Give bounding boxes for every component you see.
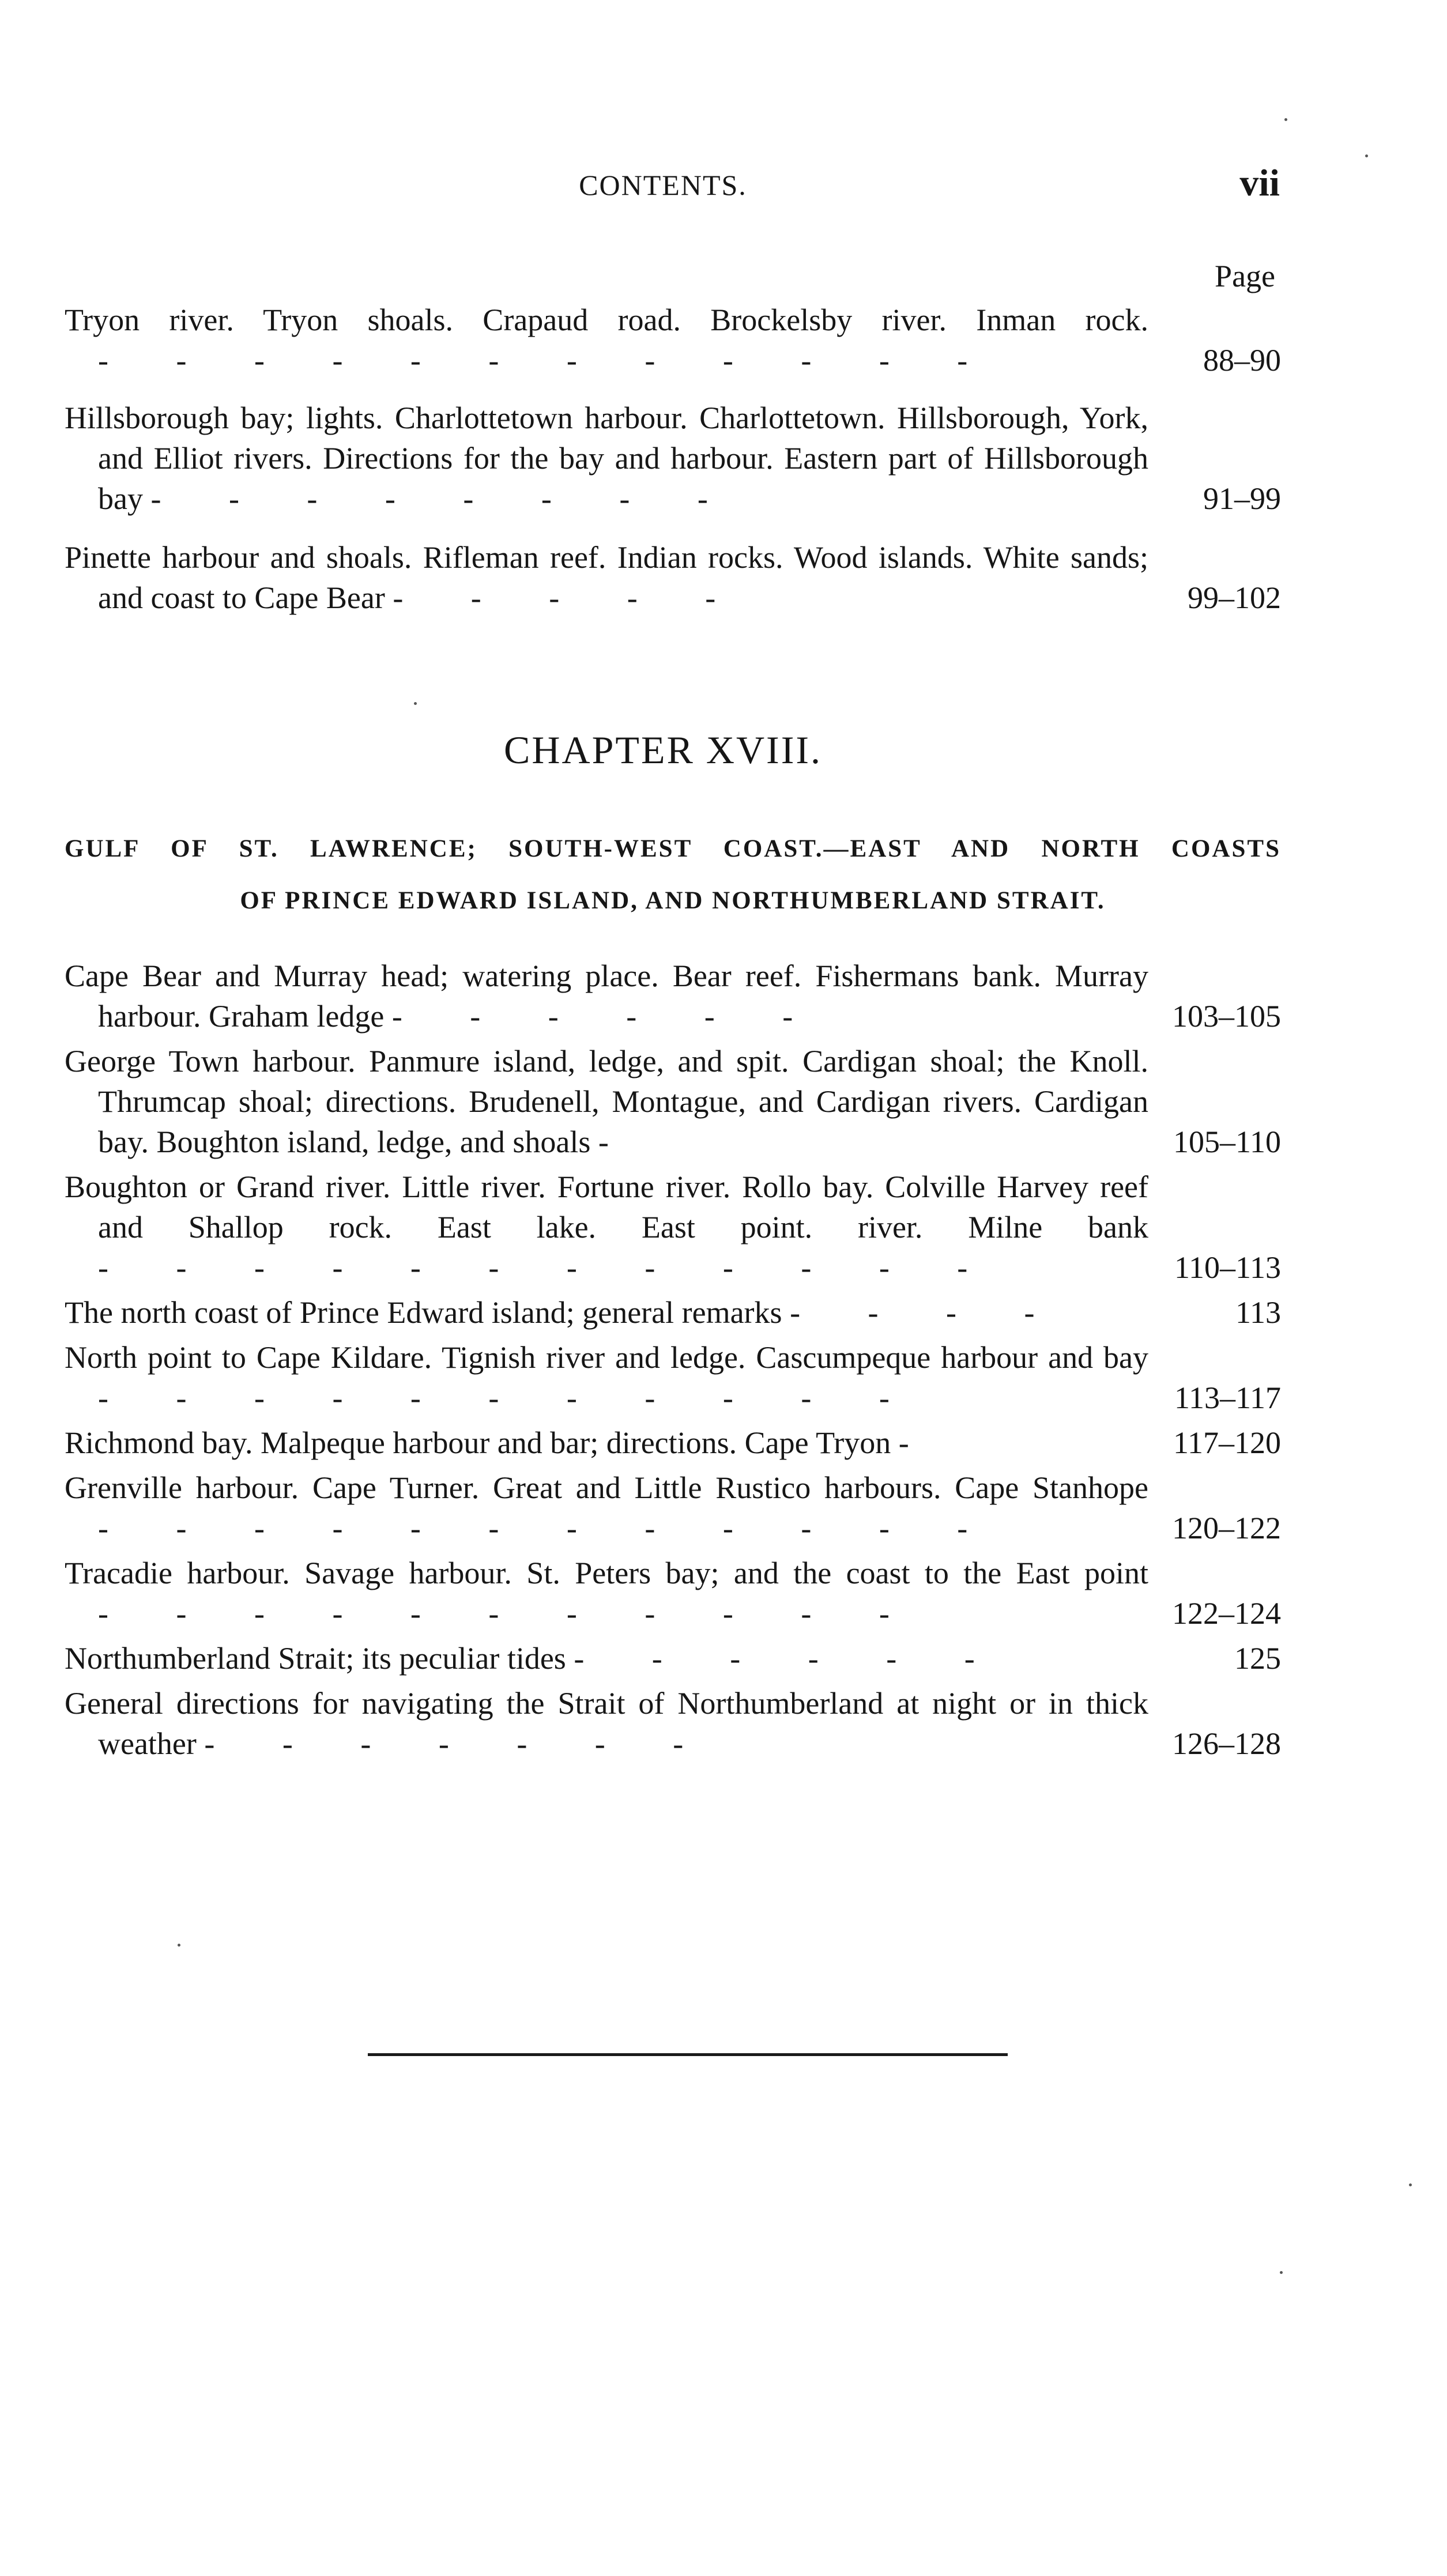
toc-entry-text: Tryon river. Tryon shoals. Crapaud road. Brockelsby river. Inman rock. - - - - - - - - - - - - [65, 303, 1148, 378]
print-speck [414, 702, 417, 705]
print-speck [1280, 2271, 1283, 2274]
running-head [0, 162, 1447, 214]
toc-entry [65, 537, 1281, 618]
toc-entry-text: Boughton or Grand river. Little river. Fortune river. Rollo bay. Colville Harvey reef and Shallop rock. East lake. East point. river. Milne bank - - - - - - - - - - - - [65, 1170, 1148, 1285]
toc-entry [65, 300, 1281, 380]
toc-entry-text: Grenville harbour. Cape Turner. Great and Little Rustico harbours. Cape Stanhope - - - - - - - - - - - - [65, 1470, 1148, 1545]
toc-entry-text: Pinette harbour and shoals. Rifleman reef. Indian rocks. Wood islands. White sands; and coast to Cape Bear - - - - - [65, 540, 1148, 615]
toc-entry-text: North point to Cape Kildare. Tignish river and ledge. Cascumpeque harbour and bay - - - - - - - - - - - [65, 1340, 1148, 1415]
toc-entry [65, 1553, 1281, 1634]
print-speck [178, 1944, 180, 1947]
toc-entry-pages: 105–110 [1173, 1125, 1281, 1159]
toc-entry-text: George Town harbour. Panmure island, ledge, and spit. Cardigan shoal; the Knoll. Thrumcap shoal; directions. Brudenell, Montague, and Cardigan rivers. Cardigan bay. Boughton island, ledge, and shoals - [65, 1044, 1148, 1159]
toc-entry-text: The north coast of Prince Edward island; general remarks - - - - [65, 1295, 1065, 1330]
toc-entry-text: Hillsborough bay; lights. Charlottetown harbour. Charlottetown. Hillsborough, York, and Elliot rivers. Directions for the bay and harbour. Eastern part of Hillsborough bay - - - - - - - - [65, 401, 1148, 516]
toc-entries-continued [65, 300, 1281, 618]
chapter-subtitle-line-1: GULF OF ST. LAWRENCE; SOUTH-WEST COAST.—EAST AND NORTH COASTS [65, 835, 1281, 862]
closing-rule [368, 2053, 1008, 2056]
toc-entries-chapter [65, 956, 1281, 1764]
toc-entry-text: General directions for navigating the Strait of Northumberland at night or in thick weather - - - - - - - [65, 1686, 1148, 1761]
toc-entry-text: Northumberland Strait; its peculiar tides - - - - - - [65, 1641, 1005, 1676]
toc-entry-pages: 113–117 [1174, 1381, 1281, 1415]
toc-entry [65, 1337, 1281, 1418]
toc-entry [65, 1468, 1281, 1548]
toc-entry-pages: 110–113 [1174, 1250, 1281, 1285]
print-speck [1365, 154, 1368, 157]
toc-entry [65, 1423, 1281, 1463]
toc-entry-text: Richmond bay. Malpeque harbour and bar; directions. Cape Tryon - [65, 1425, 939, 1460]
toc-entry-pages: 122–124 [1172, 1596, 1281, 1631]
toc-entry [65, 1638, 1281, 1679]
toc-entry [65, 1041, 1281, 1162]
toc-entry-pages: 91–99 [1203, 481, 1281, 516]
print-speck [1409, 2183, 1412, 2186]
toc-entry-pages: 117–120 [1173, 1425, 1281, 1460]
toc-entry [65, 1683, 1281, 1764]
toc-entry-pages: 99–102 [1188, 580, 1281, 615]
toc-entry-pages: 125 [1234, 1641, 1281, 1676]
toc-entry-pages: 126–128 [1172, 1726, 1281, 1761]
toc-entry [65, 956, 1281, 1036]
toc-entry-text: Tracadie harbour. Savage harbour. St. Peters bay; and the coast to the East point - - - - - - - - - - - [65, 1556, 1148, 1631]
print-speck [1284, 118, 1287, 121]
chapter-title: CHAPTER XVIII. [504, 728, 822, 772]
toc-entry [65, 398, 1281, 519]
toc-entry-pages: 120–122 [1172, 1511, 1281, 1545]
chapter-subtitle-line-2: OF PRINCE EDWARD ISLAND, AND NORTHUMBERLAND STRAIT. [240, 887, 1106, 914]
running-title: CONTENTS. [579, 169, 747, 201]
page-folio: vii [1239, 162, 1280, 204]
toc-entry-text: Cape Bear and Murray head; watering place. Bear reef. Fishermans bank. Murray harbour. Graham ledge - - - - - - [65, 959, 1148, 1034]
toc-entry-pages: 113 [1235, 1295, 1281, 1330]
toc-entry-pages: 103–105 [1172, 999, 1281, 1034]
toc-entry-pages: 88–90 [1203, 343, 1281, 378]
page-column-label: Page [1215, 259, 1275, 293]
toc-entry [65, 1292, 1281, 1333]
toc-entry [65, 1167, 1281, 1288]
